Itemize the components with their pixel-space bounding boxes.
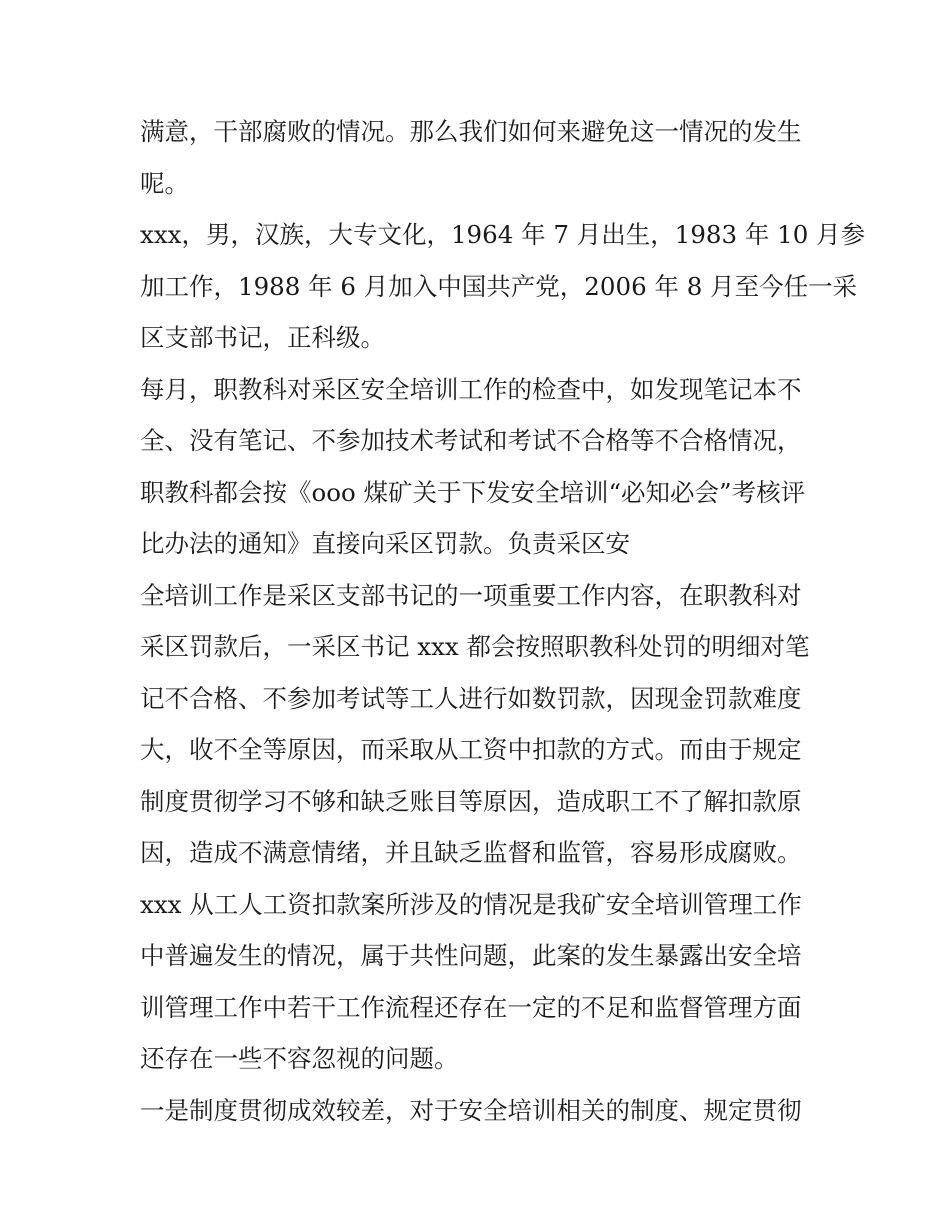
text-line: 全培训工作是采区支部书记的一项重要工作内容，在职教科对 — [140, 580, 802, 610]
text-line: 满意，干部腐败的情况。那么我们如何来避免这一情况的发生 — [140, 117, 802, 146]
text-line: 还存在一些不容忽视的问题。 — [140, 1044, 459, 1073]
text-line: 采区罚款后，一采区书记 xxx 都会按照职教科处罚的明细对笔 — [140, 632, 810, 661]
text-line: 比办法的通知》直接向采区罚款。负责采区安 — [140, 529, 630, 558]
text-line: 职教科都会按《ooo 煤矿关于下发安全培训“必知必会”考核评 — [140, 477, 806, 507]
text-line: 大，收不全等原因，而采取从工资中扣款的方式。而由于规定 — [140, 735, 802, 764]
text-line: 呢。 — [140, 168, 189, 198]
text-line: 制度贯彻学习不够和缺乏账目等原因，造成职工不了解扣款原 — [140, 786, 802, 816]
text-line: xxx 从工人工资扣款案所涉及的情况是我矿安全培训管理工作 — [140, 889, 802, 919]
text-line: 每月，职教科对采区安全培训工作的检查中，如发现笔记本不 — [140, 374, 802, 404]
body-text — [140, 106, 866, 1136]
text-line: 中普遍发生的情况，属于共性问题，此案的发生暴露出安全培 — [140, 941, 802, 970]
text-line: 全、没有笔记、不参加技术考试和考试不合格等不合格情况， — [140, 426, 802, 455]
text-line: 一是制度贯彻成效较差，对于安全培训相关的制度、规定贯彻 — [140, 1095, 802, 1125]
text-line: xxx，男，汉族，大专文化，1964 年 7 月出生，1983 年 10 月参 — [140, 220, 866, 249]
text-line: 区支部书记，正科级。 — [140, 323, 385, 352]
text-line: 因，造成不满意情绪，并且缺乏监督和监管，容易形成腐败。 — [140, 838, 802, 867]
text-line: 训管理工作中若干工作流程还存在一定的不足和监督管理方面 — [140, 992, 802, 1022]
text-line: 加工作，1988 年 6 月加入中国共产党，2006 年 8 月至今任一采 — [140, 271, 858, 301]
text-line: 记不合格、不参加考试等工人进行如数罚款，因现金罚款难度 — [140, 683, 802, 713]
